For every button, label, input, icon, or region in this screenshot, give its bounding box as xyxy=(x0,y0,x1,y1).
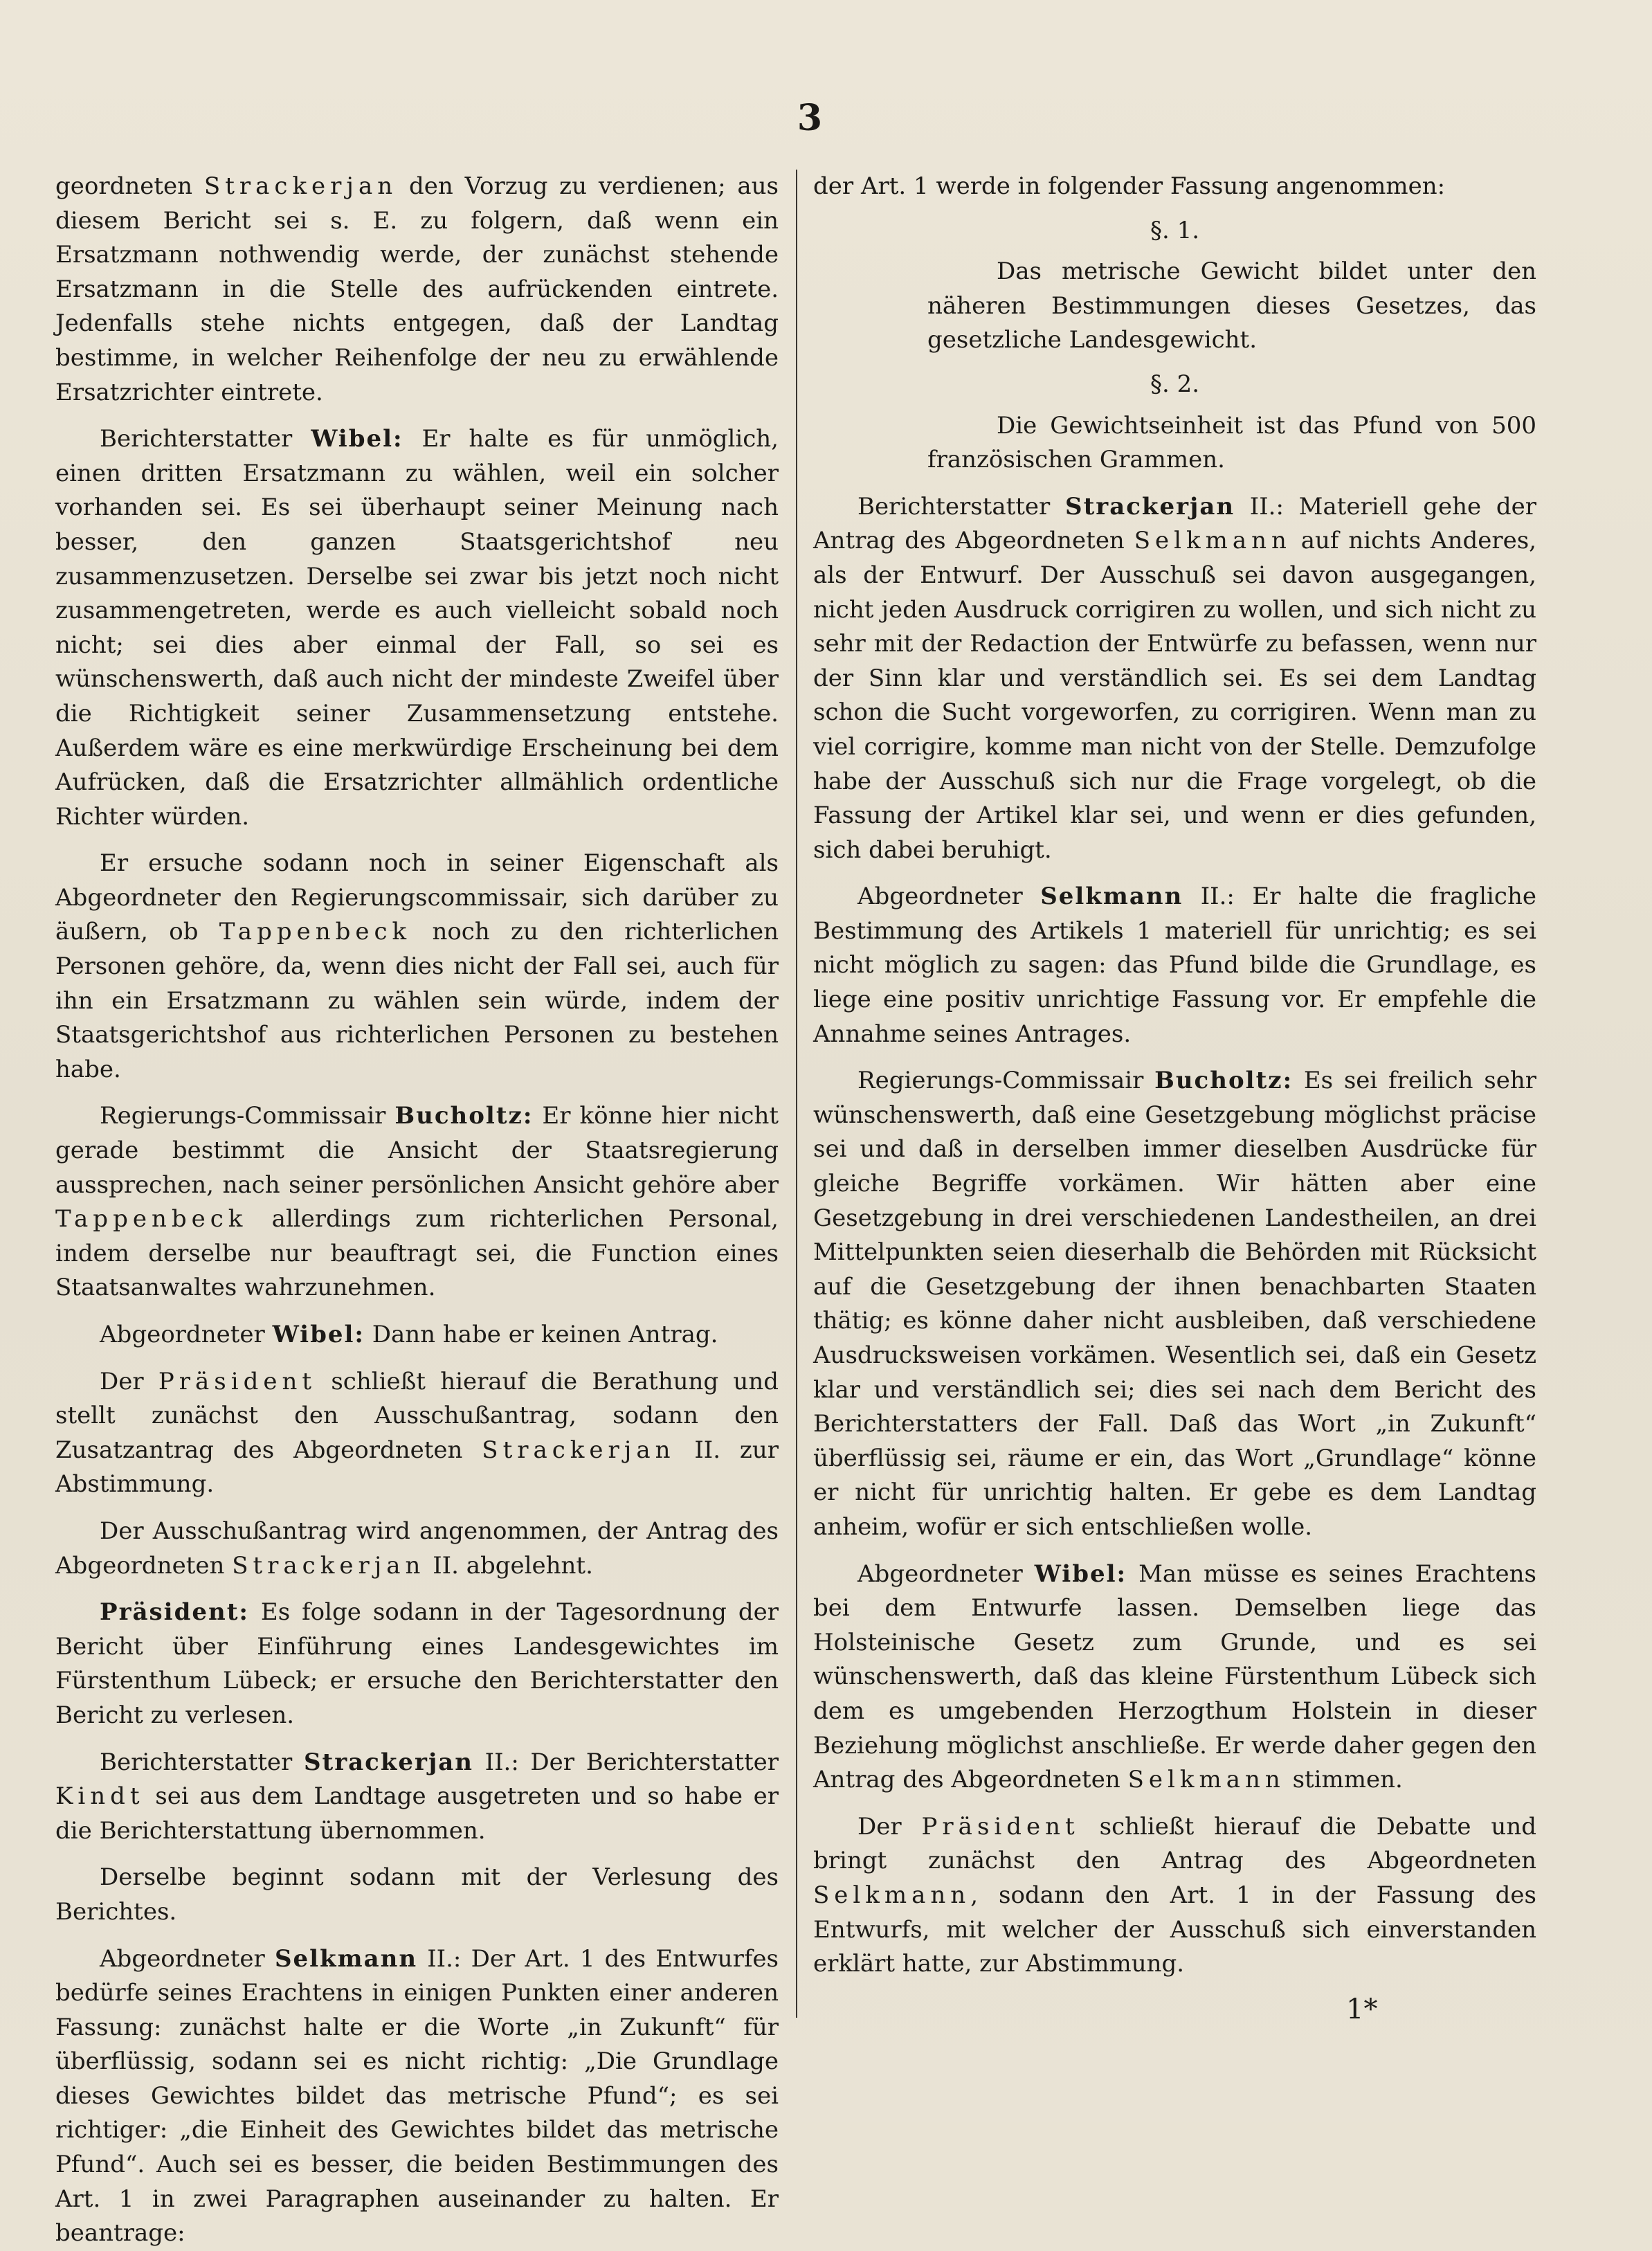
text-run: Er könne hier nicht gerade bestimmt die Ansicht der Staatsregierung aussprechen, nach seiner persönlichen Ansicht gehöre aber xyxy=(55,1102,779,1199)
emphasized-name: Bucholtz: xyxy=(394,1102,534,1130)
text-run: Dann habe er keinen Antrag. xyxy=(364,1321,718,1348)
paragraph xyxy=(55,1942,779,2251)
paragraph xyxy=(55,1318,779,1353)
emphasized-name: Wibel: xyxy=(1034,1560,1127,1588)
section-heading xyxy=(813,368,1536,402)
paragraph xyxy=(55,1365,779,1502)
text-run: schließt hierauf die Debatte und bringt zunächst den Antrag des Abgeordneten xyxy=(813,1812,1536,1875)
text-run: sei aus dem Landtage ausgetreten und so habe er die Berichterstattung übernommen. xyxy=(55,1782,779,1845)
text-run: auf nichts Anderes, als der Entwurf. Der Ausschuß sei davon ausgegangen, nicht jeden Ausdruck corrigiren zu wollen, und sich nicht zu sehr mit der Redaction der Entwürfe zu befassen, wenn nur der Sinn klar und verständlich sei. Es sei dem Landtag schon die Sucht vorgeworfen, zu corrigiren. Wenn man zu viel corrigire, komme man nicht von der Stelle. Demzufolge habe der Ausschuß sich nur die Frage vorgelegt, ob die Fassung der Artikel klar sei, und wenn er dies gefunden, sich dabei beruhigt. xyxy=(813,527,1536,864)
emphasized-name: Selkmann xyxy=(813,1881,971,1909)
text-run: Der Ausschußantrag wird angenommen, der Antrag des Abgeordneten xyxy=(55,1517,779,1580)
paragraph xyxy=(813,490,1536,868)
paragraph xyxy=(813,170,1536,204)
text-run: geordneten xyxy=(55,172,204,200)
paragraph xyxy=(927,255,1536,358)
text-run: allerdings zum richterlichen Personal, indem derselbe nur beauftragt sei, die Function eines Staatsanwaltes wahrzunehmen. xyxy=(55,1205,779,1302)
emphasized-name: Selkmann xyxy=(274,1944,418,1973)
text-run: Abgeordneter xyxy=(857,1560,1035,1588)
emphasized-name: Strackerjan xyxy=(203,172,398,200)
text-run: der Art. 1 werde in folgender Fassung angenommen: xyxy=(813,172,1446,200)
text-run: Abgeordneter xyxy=(857,883,1041,911)
text-run: §. 2. xyxy=(1150,370,1200,398)
emphasized-name: Kindt xyxy=(55,1782,145,1811)
column-divider xyxy=(796,170,797,2018)
text-run: Es sei freilich sehr wünschenswerth, daß eine Gesetzgebung möglichst präcise sei und daß in derselben immer dieselben Ausdrücke für gleiche Begriffe vorkämen. Wir hätten aber eine Gesetzgebung in drei verschiedenen Landestheilen, an drei Mittelpunkten seien dieserhalb die Behörden mit Rücksicht auf die Gesetzgebung der ihnen benachbarten Staaten thätig; es könne daher nicht ausbleiben, daß verschiedene Ausdrucksweisen vorkämen. Wesentlich sei, daß ein Gesetz klar und verständlich sei; dies sei nach dem Bericht des Berichterstatters der Fall. Daß das Wort „in Zukunft“ überflüssig sei, räume er ein, das Wort „Grundlage“ könne er nicht für unrichtig halten. Er gebe es dem Landtag anheim, wofür er sich entschließen wolle. xyxy=(813,1067,1536,1541)
paragraph xyxy=(813,1810,1536,1982)
text-run: Der xyxy=(100,1367,158,1395)
text-run: §. 1. xyxy=(1150,216,1200,244)
signature-mark: 1* xyxy=(1346,1994,1378,2025)
text-run: Er halte es für unmöglich, einen dritten Ersatzmann zu wählen, weil ein solcher vorhanden sei. Es sei überhaupt seiner Meinung nach besser, den ganzen Staatsgerichtshof neu zusammenzusetzen. Derselbe sei zwar bis jetzt noch nicht zusammengetreten, werde es auch vielleicht sobald noch nicht; sei dies aber einmal der Fall, so sei es wünschenswerth, daß auch nicht der mindeste Zweifel über die Richtigkeit seiner Zusammensetzung entstehe. Außerdem wäre es eine merkwürdige Erscheinung bei dem Aufrücken, daß die Ersatzrichter allmählich ordentliche Richter würden. xyxy=(55,425,779,831)
paragraph xyxy=(813,1557,1536,1798)
text-run: Der xyxy=(857,1812,922,1841)
text-run: Abgeordneter xyxy=(100,1944,275,1973)
emphasized-name: Selkmann xyxy=(1127,1766,1285,1794)
paragraph xyxy=(55,1595,779,1733)
paragraph xyxy=(55,1746,779,1849)
paragraph xyxy=(55,422,779,834)
emphasized-name: Tappenbeck xyxy=(55,1205,248,1233)
right-column xyxy=(813,170,1536,1982)
text-run: Regierungs-Commissair xyxy=(857,1067,1155,1095)
text-run: noch zu den richterlichen Personen gehöre, da, wenn dies nicht der Fall sei, auch für ihn ein Ersatzmann zu wählen sein würde, indem der Staatsgerichtshof aus richterlichen Personen zu bestehen habe. xyxy=(55,918,779,1083)
text-run: Derselbe beginnt sodann mit der Verlesung des Berichtes. xyxy=(55,1863,779,1926)
text-run: II.: Er halte die fragliche Bestimmung des Artikels 1 materiell für unrichtig; es sei nicht möglich zu sagen: das Pfund bilde die Grundlage, es liege eine positiv unrichtige Fassung vor. Er empfehle die Annahme seines Antrages. xyxy=(813,883,1536,1048)
page-number: 3 xyxy=(797,97,823,139)
emphasized-name: Selkmann xyxy=(1040,883,1183,911)
section-heading xyxy=(813,214,1536,248)
paragraph xyxy=(55,1861,779,1929)
paragraph xyxy=(55,847,779,1087)
emphasized-name: Präsident xyxy=(921,1812,1080,1841)
emphasized-name: Wibel: xyxy=(311,425,403,453)
text-run: Das metrische Gewicht bildet unter den näheren Bestimmungen dieses Gesetzes, das gesetzliche Landesgewicht. xyxy=(927,257,1536,354)
text-run: II.: Der Berichterstatter xyxy=(473,1748,779,1776)
text-run: Berichterstatter xyxy=(100,425,311,453)
text-run: Berichterstatter xyxy=(100,1748,304,1776)
emphasized-name: Bucholtz: xyxy=(1154,1067,1294,1095)
text-run: den Vorzug zu verdienen; aus diesem Bericht sei s. E. zu folgern, daß wenn ein Ersatzmann nothwendig werde, der zunächst stehende Ersatzmann in die Stelle des aufrückenden eintrete. Jedenfalls stehe nichts entgegen, daß der Landtag bestimme, in welcher Reihenfolge der neu zu erwählende Ersatzrichter eintrete. xyxy=(55,172,779,406)
paragraph xyxy=(813,880,1536,1051)
text-run: Abgeordneter xyxy=(100,1321,273,1348)
text-run: Regierungs-Commissair xyxy=(100,1102,395,1130)
emphasized-name: Strackerjan xyxy=(303,1748,473,1776)
text-run: Es folge sodann in der Tagesordnung der Bericht über Einführung eines Landesgewichtes im Fürstenthum Lübeck; er ersuche den Berichterstatter den Bericht zu verlesen. xyxy=(55,1598,779,1729)
text-run: stimmen. xyxy=(1285,1766,1403,1794)
paragraph xyxy=(813,1064,1536,1544)
paragraph xyxy=(55,1099,779,1305)
emphasized-name: Strackerjan xyxy=(1065,492,1235,521)
text-run: II.: Der Art. 1 des Entwurfes bedürfe seines Erachtens in einigen Punkten einer anderen Fassung: zunächst halte er die Worte „in Zukunft“ für überflüssig, sodann sei es nicht richtig: „Die Grundlage dieses Gewichtes bildet das metrische Pfund“; es sei richtiger: „die Einheit des Gewichtes bildet das metrische Pfund“. Auch sei es besser, die beiden Bestimmungen des Art. 1 in zwei Paragraphen auseinander zu halten. Er beantrage: xyxy=(55,1944,779,2248)
emphasized-name: Selkmann xyxy=(1134,527,1291,555)
left-column xyxy=(55,170,779,2251)
emphasized-name: Tappenbeck xyxy=(219,918,412,946)
emphasized-name: Präsident xyxy=(158,1367,317,1395)
paragraph xyxy=(55,1515,779,1583)
paragraph xyxy=(927,409,1536,478)
text-run: Berichterstatter xyxy=(857,492,1066,521)
emphasized-name: Strackerjan xyxy=(482,1436,675,1464)
text-run: II. zur Abstimmung. xyxy=(55,1436,779,1499)
emphasized-name: Wibel: xyxy=(272,1321,365,1348)
text-run: II. abgelehnt. xyxy=(425,1551,593,1580)
text-run: Man müsse es seines Erachtens bei dem Entwurfe lassen. Demselben liege das Holsteinische Gesetz zum Grunde, und es sei wünschenswerth, daß das kleine Fürstenthum Lübeck sich dem es umgebenden Herzogthum Holstein in dieser Beziehung möglichst anschließe. Er werde daher gegen den Antrag des Abgeordneten xyxy=(813,1560,1536,1794)
text-run: II.: Materiell gehe der Antrag des Abgeordneten xyxy=(813,492,1536,555)
emphasized-name: Präsident: xyxy=(100,1598,249,1627)
text-run: Er ersuche sodann noch in seiner Eigenschaft als Abgeordneter den Regierungscommissair, sich darüber zu äußern, ob xyxy=(55,849,779,946)
emphasized-name: Strackerjan xyxy=(232,1551,426,1580)
paragraph xyxy=(55,170,779,410)
text-run: , sodann den Art. 1 in der Fassung des Entwurfs, mit welcher der Ausschuß sich einverstanden erklärt hatte, zur Abstimmung. xyxy=(813,1881,1536,1978)
text-run: schließt hierauf die Berathung und stellt zunächst den Ausschußantrag, sodann den Zusatzantrag des Abgeordneten xyxy=(55,1367,779,1464)
text-run: Die Gewichtseinheit ist das Pfund von 500 französischen Grammen. xyxy=(927,411,1536,474)
